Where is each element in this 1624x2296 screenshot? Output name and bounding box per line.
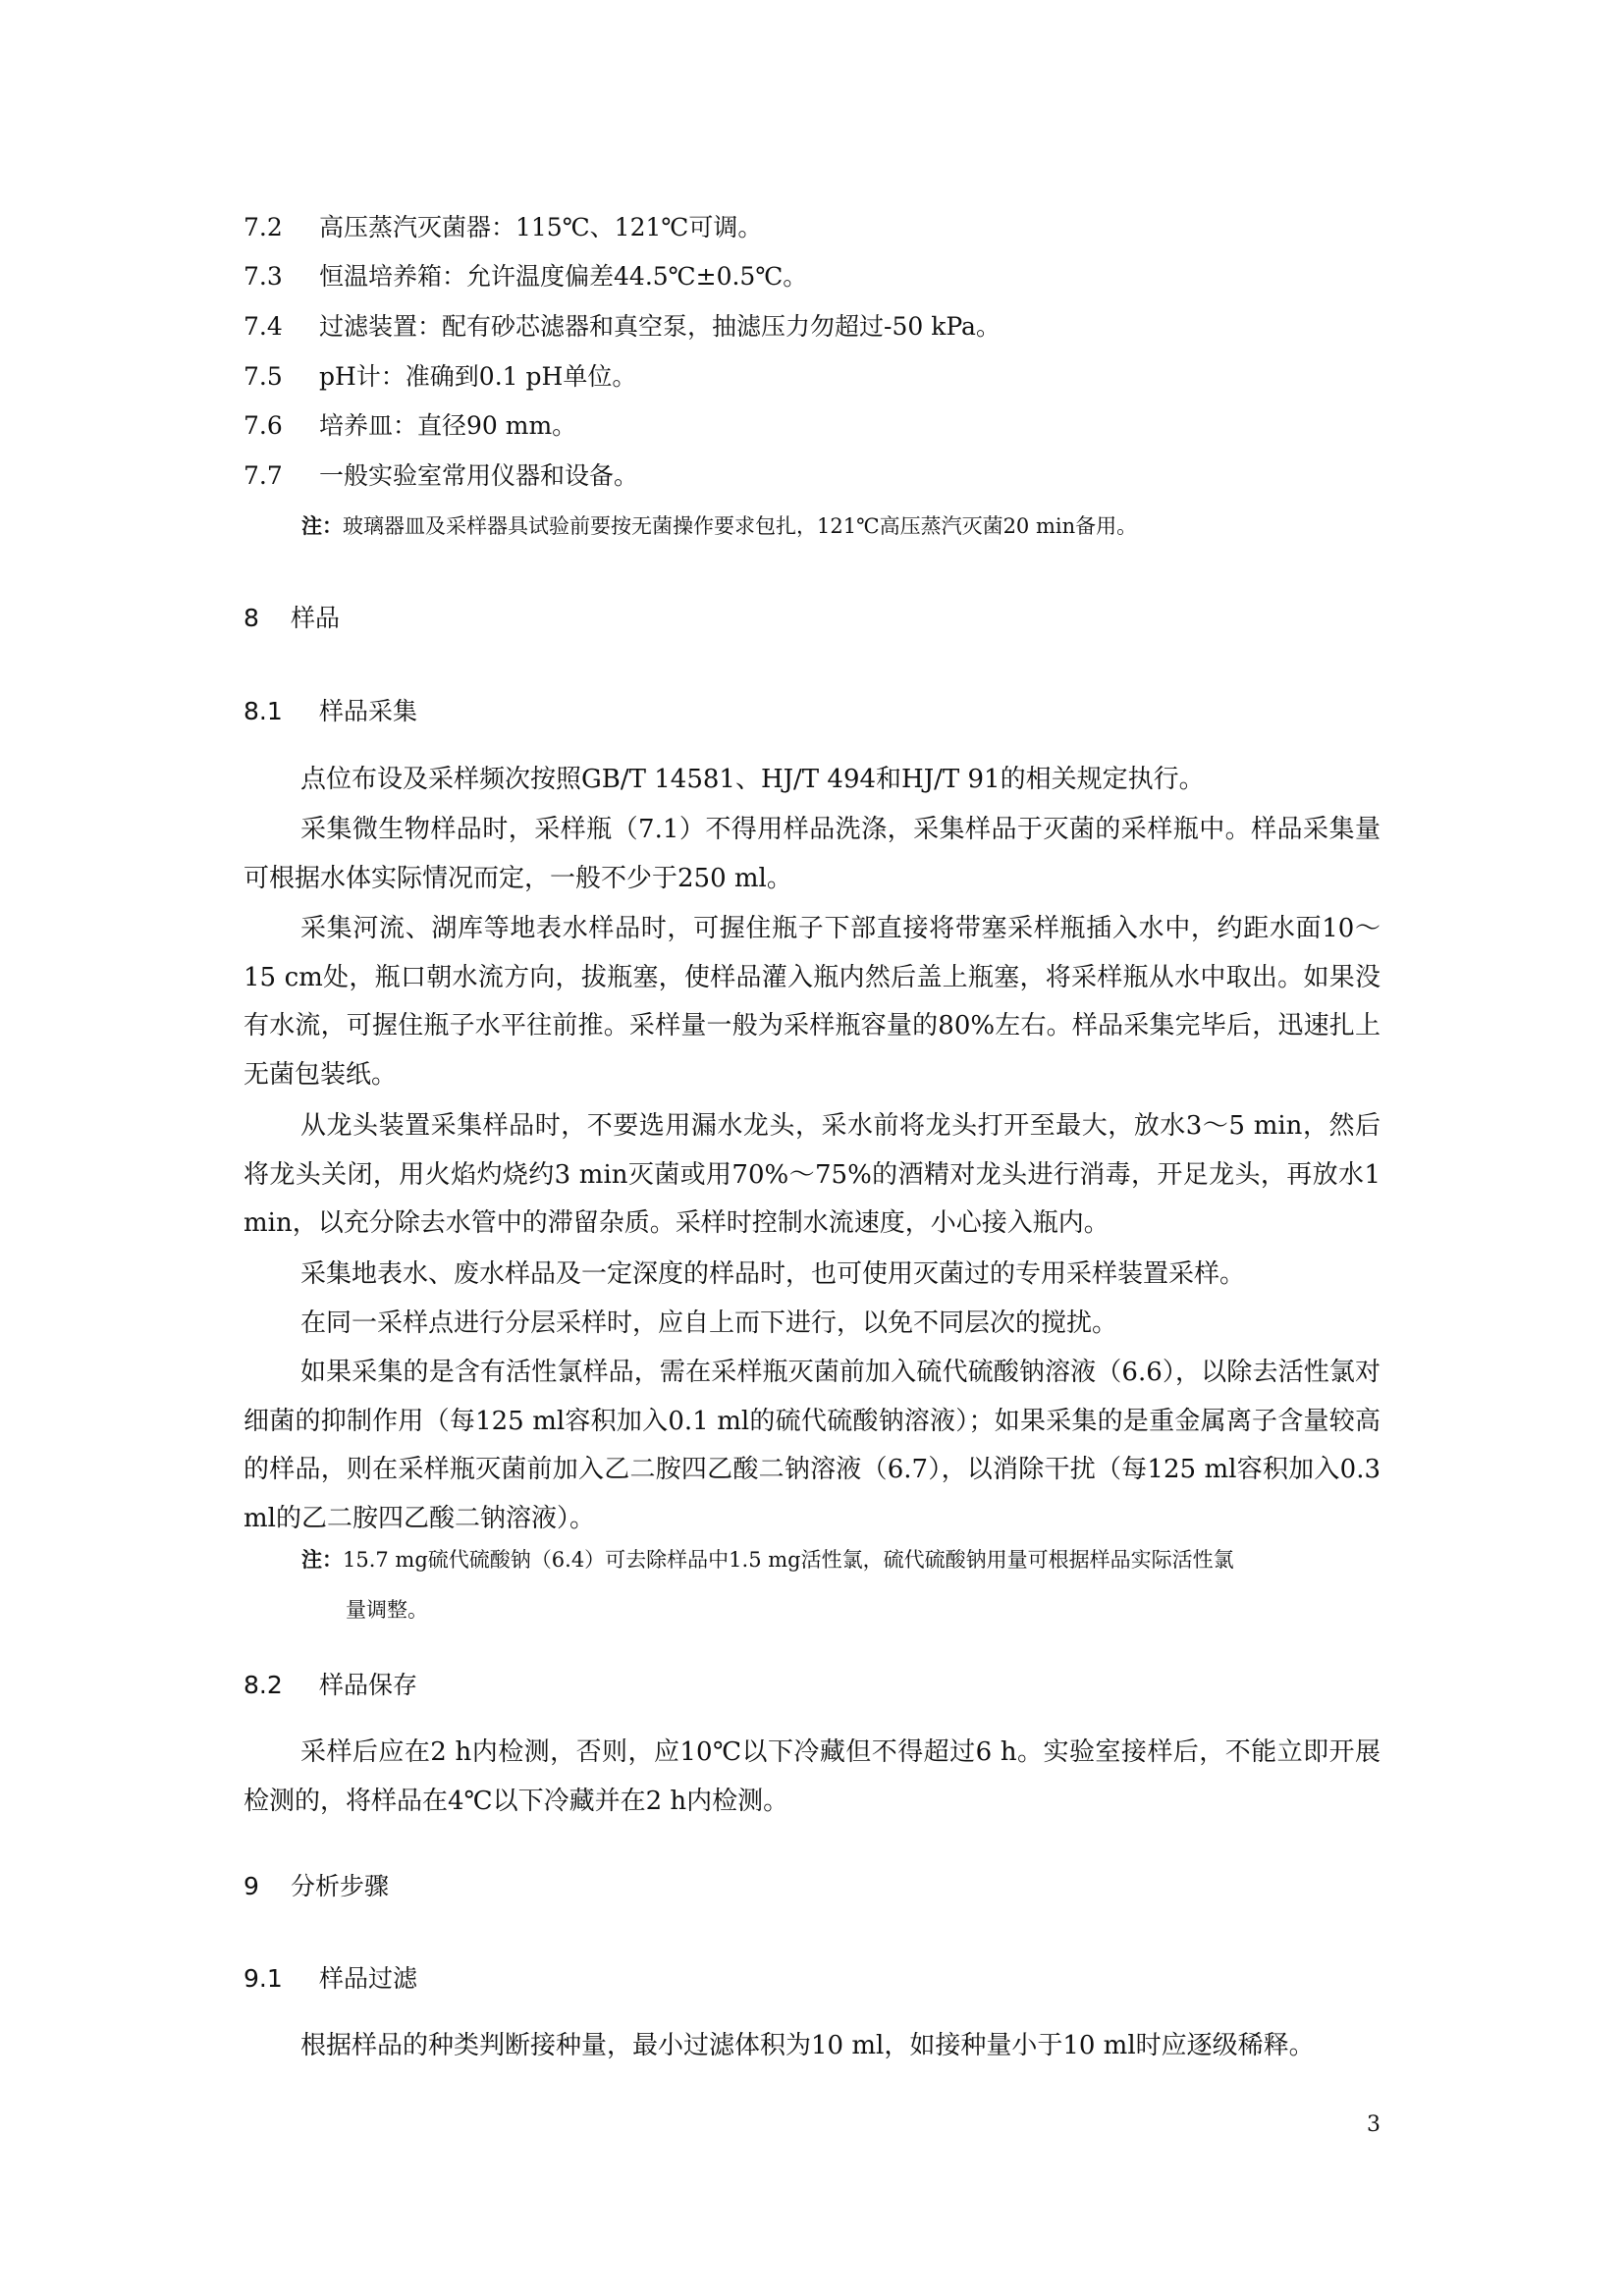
equipment-item-7-2 [244, 210, 762, 245]
paragraph-sample-storage: 采样后应在2 h内检测，否则，应10℃以下冷藏但不得超过6 h。实验室接样后，不能立即开展检测的，将样品在4℃以下冷藏并在2 h内检测。 [244, 1737, 1380, 1816]
item-text: 培养皿：直径90 mm。 [319, 411, 577, 440]
note-thiosulfate [301, 1544, 1234, 1575]
note-sterilization [301, 510, 1137, 542]
item-number: 7.4 [244, 312, 283, 341]
equipment-item-7-4 [244, 309, 1001, 345]
section-title: 样品过滤 [319, 1964, 418, 1993]
section-heading-9-1 [244, 1961, 417, 1997]
note-text: 玻璃器皿及采样器具试验前要按无菌操作要求包扎，121℃高压蒸汽灭菌20 min备用。 [343, 514, 1138, 538]
section-number: 9.1 [244, 1964, 283, 1993]
paragraph-surface-water: 采集河流、湖库等地表水样品时，可握住瓶子下部直接将带塞采样瓶插入水中，约距水面10～15 cm处，瓶口朝水流方向，拔瓶塞，使样品灌入瓶内然后盖上瓶塞，将采样瓶从水中取出。如果没有水流，可握住瓶子水平往前推。采样量一般为采样瓶容量的80%左右。样品采集完毕后，迅速扎上无菌包装纸。 [244, 914, 1380, 1090]
section-title: 分析步骤 [291, 1872, 390, 1900]
section-number: 8 [244, 604, 259, 632]
item-number: 7.5 [244, 362, 283, 391]
section-title: 样品采集 [319, 697, 418, 725]
page-number: 3 [1367, 2112, 1380, 2137]
section-heading-8-2 [244, 1668, 417, 1703]
equipment-item-7-5 [244, 359, 636, 395]
note-text-line2: 量调整。 [346, 1598, 428, 1622]
paragraph-chlorine-metal: 如果采集的是含有活性氯样品，需在采样瓶灭菌前加入硫代硫酸钠溶液（6.6），以除去活性氯对细菌的抑制作用（每125 ml容积加入0.1 ml的硫代硫酸钠溶液）；如果采集的是重金属离子含量较高的样品，则在采样瓶灭菌前加入乙二胺四乙酸二钠溶液（6.7），以消除干扰（每125 ml容积加入0.3 ml的乙二胺四乙酸二钠溶液）。 [244, 1358, 1380, 1533]
item-number: 7.3 [244, 262, 283, 291]
section-number: 8.2 [244, 1671, 283, 1699]
item-number: 7.7 [244, 461, 283, 490]
note-text-line1: 15.7 mg硫代硫酸钠（6.4）可去除样品中1.5 mg活性氯，硫代硫酸钠用量可根据样品实际活性氯 [343, 1548, 1234, 1572]
paragraph-sampling-points: 点位布设及采样频次按照GB/T 14581、HJ/T 494和HJ/T 91的相关规定执行。 [300, 765, 1205, 794]
equipment-item-7-3 [244, 259, 807, 294]
item-number: 7.2 [244, 213, 283, 241]
section-title: 样品保存 [319, 1671, 418, 1699]
item-text: 过滤装置：配有砂芯滤器和真空泵，抽滤压力勿超过-50 kPa。 [319, 312, 1001, 341]
equipment-item-7-6 [244, 408, 576, 444]
paragraph-special-device: 采集地表水、废水样品及一定深度的样品时，也可使用灭菌过的专用采样装置采样。 [300, 1259, 1246, 1289]
item-text: 恒温培养箱：允许温度偏差44.5℃±0.5℃。 [319, 262, 808, 291]
paragraph-sample-filtration: 根据样品的种类判断接种量，最小过滤体积为10 ml，如接种量小于10 ml时应逐级稀释。 [300, 2031, 1315, 2060]
section-heading-9 [244, 1869, 389, 1904]
note-label: 注： [301, 1548, 343, 1572]
section-number: 9 [244, 1872, 259, 1900]
paragraph-layered-sampling: 在同一采样点进行分层采样时，应自上而下进行，以免不同层次的搅扰。 [300, 1308, 1118, 1338]
item-text: 一般实验室常用仪器和设备。 [319, 461, 639, 490]
item-text: 高压蒸汽灭菌器：115℃、121℃可调。 [319, 213, 763, 241]
section-title: 样品 [291, 604, 341, 632]
equipment-item-7-7 [244, 458, 638, 494]
note-label: 注： [301, 514, 343, 538]
item-number: 7.6 [244, 411, 283, 440]
section-number: 8.1 [244, 697, 283, 725]
paragraph-sampling-bottle: 采集微生物样品时，采样瓶（7.1）不得用样品洗涤，采集样品于灭菌的采样瓶中。样品采集量可根据水体实际情况而定，一般不少于250 ml。 [244, 815, 1380, 893]
section-heading-8 [244, 601, 340, 636]
section-heading-8-1 [244, 694, 417, 729]
item-text: pH计：准确到0.1 pH单位。 [319, 362, 637, 391]
paragraph-tap-sampling: 从龙头装置采集样品时，不要选用漏水龙头，采水前将龙头打开至最大，放水3～5 min，然后将龙头关闭，用火焰灼烧约3 min灭菌或用70%～75%的酒精对龙头进行消毒，开足龙头，再放水1 min，以充分除去水管中的滞留杂质。采样时控制水流速度，小心接入瓶内。 [244, 1111, 1380, 1238]
note-thiosulfate-continued [346, 1594, 428, 1626]
